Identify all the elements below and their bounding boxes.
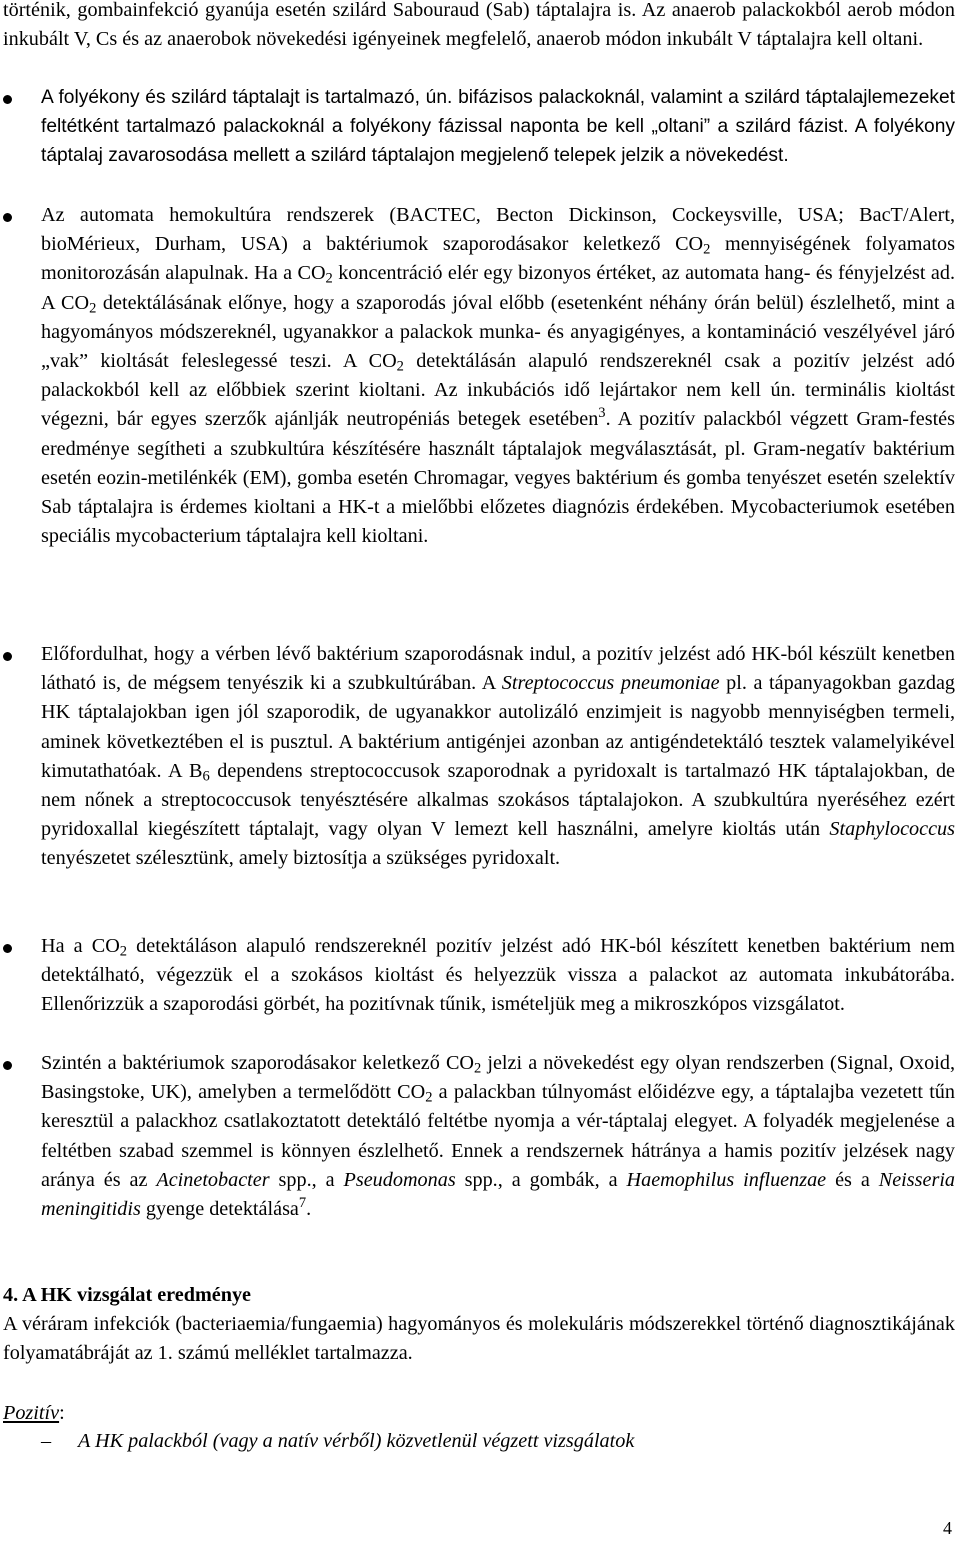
bullet-5-italic2: Pseudomonas (343, 1168, 456, 1191)
bullet-3-part2: pl. a tápanyagokban gazdag HK táptalajokban igen jól szaporodik, de ugyanakkor autolizáló enzimjeit is nagyobb mennyiségben termeli, aminek következtében el is pusztul. A baktérium antigénjei azonban az antigéndetektáló tesztek valamelyikével kimutathatóak. A B (41, 672, 956, 782)
bullet-3-italic1: Streptococcus pneumoniae (501, 672, 720, 695)
bullet-2-paragraph (41, 201, 955, 551)
bullet-2-part4: detektálásának előnye, hogy a szaporodás jóval előbb (esetenként néhány órán belül) észlelhető, mint a hagyományos módszereknél, ugyanakkor a palackok munka- és anyagigényes, a kontamináció veszélyével járó „vak” kioltását feleslegessé teszi. A CO (41, 291, 955, 373)
bullet-5-part3: a palackban túlnyomást előidézve egy, a táptalajba vezetett tűn keresztül a palackhoz csatlakoztatott detektáló feltétbe nyomja a vér-táptalaj elegyet. A folyadék megjelenése a feltétben szabad szemmel is könnyen észlelhető. Ennek a rendszernek hátránya a hamis pozitív jelzések nagy aránya és az (41, 1081, 955, 1191)
bullet-2-part2: mennyiségének folyamatos monitorozásán alapulnak. Ha a CO (41, 233, 955, 285)
bullet-5-paragraph (41, 1049, 955, 1224)
bullet-5-part1: Szintén a baktériumok szaporodásakor keletkező CO (41, 1052, 474, 1074)
bullet-4-paragraph (41, 932, 955, 1020)
bullet-5-sup1: 7 (298, 1195, 307, 1212)
bullet-4-part2: detektáláson alapuló rendszereknél pozitív jelzést adó HK-ból készített kenetben baktérium nem detektálható, végezzük el a szokásos kioltást és helyezzük vissza a palackot az automata inkubátorába. Ellenőrizzük a szaporodási görbét, ha pozitívnak tűnik, ismételjük meg a mikroszkópos vizsgálatot. (41, 935, 955, 1016)
bullet-3-part4: tenyészetet szélesztünk, amely biztosítja a szükséges pyridoxalt. (41, 847, 561, 870)
page-number: 4 (943, 1518, 952, 1538)
bullet-5-sub2: 2 (425, 1089, 433, 1106)
bullet-1-text: A folyékony és szilárd táptalajt is tartalmazó, ún. bifázisos palackoknál, valamint a szilárd táptalajlemezeket feltétként tartalmazó palackoknál a folyékony fázissal naponta be kell „oltani” a szilárd fázist. A folyékony táptalaj zavarosodása mellett a szilárd táptalajon megjelenő telepek jelzik a növekedést. (41, 87, 955, 167)
bullet-5-part7: gyenge detektálása (140, 1198, 299, 1221)
bullet-3-paragraph (41, 640, 955, 874)
bullet-5-part2: jelzi a növekedést egy olyan rendszerben (Signal, Oxoid, Basingstoke, UK), amelyben a termelődött CO (41, 1052, 955, 1104)
bullet-4-marker (3, 944, 12, 953)
bullet-2-sub3: 2 (89, 300, 97, 317)
bullet-5-sub1: 2 (474, 1060, 482, 1077)
bullet-3-italic2: Staphylococcus (829, 818, 955, 841)
bullet-5-part5: spp., a gombák, a (455, 1168, 627, 1191)
bullet-3-marker (3, 652, 12, 661)
pozitiv-label-text: Pozitív (3, 1402, 60, 1424)
section-paragraph: A véráram infekciók (bacteriaemia/fungaemia) hagyományos és molekuláris módszerekkel történő diagnosztikájának folyamatábráját az 1. számú melléklet tartalmazza. (3, 1313, 955, 1365)
bullet-2-sub2: 2 (325, 271, 333, 288)
bullet-5-part6: és a (826, 1168, 879, 1191)
bullet-5-italic3: Haemophilus influenzae (626, 1168, 827, 1191)
bullet-5-italic4: Neisseria meningitidis (41, 1168, 956, 1221)
bullet-5-part8: . (306, 1198, 312, 1221)
bullet-1-paragraph (41, 83, 955, 171)
bullet-2-part1: Az automata hemokultúra rendszerek (BACTEC, Becton Dickinson, Cockeysville, USA; BacT/Alert, bioMérieux, Durham, USA) a baktériumok szaporodásakor keletkező CO (41, 204, 955, 256)
bullet-4-part1: Ha a CO (41, 935, 120, 957)
bullet-5-part4: spp., a (269, 1168, 344, 1191)
bullet-2-part3: koncentráció elér egy bizonyos értéket, az automata hang- és fényjelzést ad. A CO (41, 262, 955, 314)
intro-text: történik, gombainfekció gyanúja esetén szilárd Sabouraud (Sab) táptalajra is. Az anaerob palackokból aerob módon inkubált V, Cs és az anaerobok növekedési igényeinek megfelelő, anaerob módon inkubált V táptalajra kell oltani. (3, 0, 955, 51)
intro-paragraph (3, 0, 955, 54)
pozitiv-label (3, 1399, 65, 1428)
pozitiv-label-colon: : (59, 1402, 65, 1424)
bullet-2-sup1: 3 (598, 405, 606, 422)
bullet-1-marker (3, 95, 12, 104)
dash-list-item (41, 1427, 634, 1456)
bullet-2-sub1: 2 (703, 241, 711, 258)
section-heading: 4. A HK vizsgálat eredménye (3, 1284, 252, 1306)
bullet-5-italic1: Acinetobacter (156, 1168, 270, 1191)
bullet-2-marker (3, 213, 12, 222)
bullet-2-part5: detektálásán alapuló rendszereknél csak a pozitív jelzést adó palackokból kell az előbbiek szerint kioltani. Az inkubációs idő lejártakor nem kell ún. terminális kioltást végezni, bár egyes szerzők ajánlják neutropéniás betegek esetében (41, 350, 955, 431)
dash-symbol: – (41, 1430, 52, 1452)
bullet-5-marker (3, 1061, 12, 1070)
bullet-3-sub1: 6 (202, 768, 210, 785)
bullet-2-part6: . A pozitív palackból végzett Gram-festés eredménye segítheti a szubkultúra készítésére használt táptalajok megválasztását, pl. Gram-negatív baktérium esetén eozin-metilénkék (EM), gomba esetén Chromagar, vegyes baktérium és gomba tenyészet esetén szelektív Sab táptalajra is érdemes kioltani a HK-t a mielőbbi előzetes diagnózis érdekében. Mycobacteriumok esetében speciális mycobacterium táptalajra kell kioltani. (41, 408, 955, 548)
bullet-3-part3: dependens streptococcusok szaporodnak a pyridoxalt is tartalmazó HK táptalajokban, de nem nőnek a streptococcusok tenyésztésére alkalmas szokásos táptalajokon. A szubkultúra nyeréséhez ezért pyridoxallal kiegészített táptalajt, vagy olyan V lemezt kell használni, amelyre kioltás után (41, 759, 955, 841)
dash-item-text: A HK palackból (vagy a natív vérből) közvetlenül végzett vizsgálatok (78, 1430, 635, 1452)
bullet-2-sub4: 2 (396, 358, 404, 375)
bullet-3-part1: Előfordulhat, hogy a vérben lévő baktérium szaporodásnak indul, a pozitív jelzést adó HK-ból készült kenetben látható is, de mégsem tenyészik ki a szubkultúrában. A (41, 643, 955, 695)
bullet-4-sub1: 2 (119, 943, 128, 960)
